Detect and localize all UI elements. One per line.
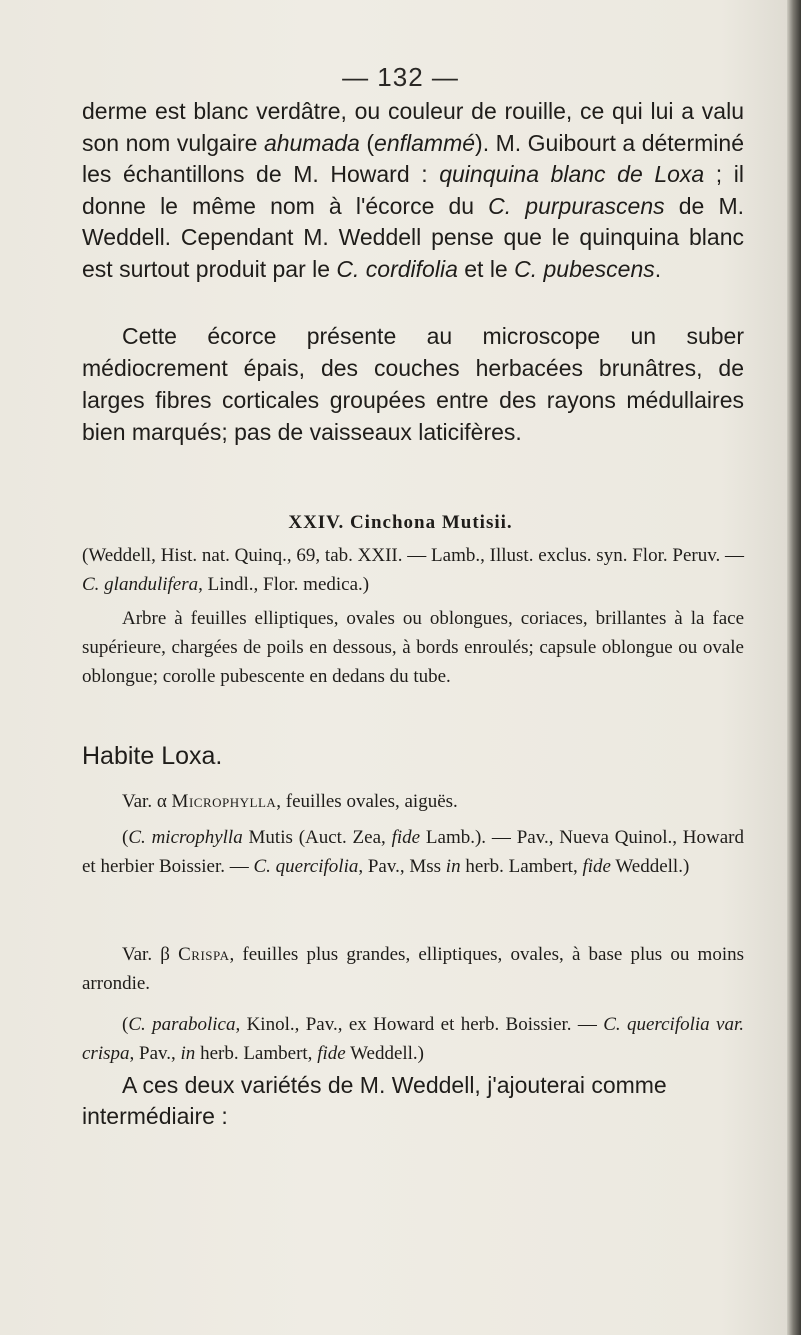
text-run: , Pav., — [129, 1043, 181, 1064]
text-run: derme est blanc verdâtre, ou couleur de rouille, ce qui lui a valu son nom vulgaire — [82, 98, 744, 156]
italic-run: in — [445, 856, 461, 877]
variety-alpha — [82, 787, 744, 816]
italic-run: C. purpurascens — [488, 192, 665, 219]
text-run: Mutis (Auct. Zea, — [242, 827, 392, 848]
italic-run: fide — [317, 1043, 346, 1064]
italic-run: C. quercifolia — [253, 856, 359, 877]
text-run: (Weddell, Hist. nat. Quinq., 69, tab. XXII. — Lamb., Illust. exclus. syn. Flor. Peruv. — — [82, 545, 744, 566]
variety-name: Microphylla — [171, 791, 277, 812]
text-run: ( — [122, 827, 129, 848]
paragraph-microscope: Cette écorce présente au microscope un suber médiocrement épais, des couches herbacées brunâtres, de larges fibres corticales groupées entre des rayons médullaires bien marqués; pas de vaisseaux laticifères. — [82, 323, 744, 445]
text-run: Weddell.) — [345, 1043, 425, 1064]
paragraph-bark-description — [82, 96, 744, 285]
variety-alpha-references — [82, 823, 744, 881]
italic-run: C. pubescens — [514, 255, 655, 282]
text-run: herb. Lambert, — [460, 856, 583, 877]
italic-run: enflammé — [374, 129, 476, 156]
section-heading: XXIV. Cinchona Mutisii. — [288, 512, 513, 533]
text-run: ; il donne le même nom à l'écorce du — [82, 161, 744, 219]
variety-name: Crispa — [178, 944, 230, 965]
text-run: ). M. Guibourt a déterminé les échantillons de M. Howard : — [82, 129, 744, 187]
text-run: , feuilles ovales, aiguës. — [276, 791, 458, 812]
italic-run: C. glandulifera — [82, 574, 199, 595]
text-run: , Lindl., Flor. medica.) — [198, 574, 370, 595]
text-run: de M. Weddell. Cependant M. Weddell pense que le quinquina blanc est surtout produit par le — [82, 192, 744, 282]
italic-run: fide — [582, 856, 611, 877]
text-run: . — [654, 255, 662, 282]
italic-run: C. cordifolia — [336, 255, 458, 282]
synonyms-paragraph — [82, 541, 744, 599]
closing-paragraph: A ces deux variétés de M. Weddell, j'ajouterai comme intermédiaire : — [82, 1072, 667, 1129]
italic-run: fide — [391, 827, 421, 848]
italic-run: in — [180, 1043, 196, 1064]
variety-beta-references — [82, 1010, 744, 1068]
italic-run: C. microphylla — [128, 827, 243, 848]
text-run: Weddell.) — [610, 856, 690, 877]
text-run: Var. β — [122, 944, 179, 965]
italic-run: ahumada — [263, 129, 360, 156]
text-run: , feuilles plus grandes, elliptiques, ovales, à base plus ou moins arrondie. — [82, 944, 744, 994]
text-run: , Kinol., Pav., ex Howard et herb. Boissier. — — [235, 1014, 604, 1035]
text-run: Lamb.). — Pav., Nueva Quinol., Howard et herbier Boissier. — — [82, 827, 745, 877]
italic-run: C. parabolica — [128, 1014, 236, 1035]
species-description: Arbre à feuilles elliptiques, ovales ou oblongues, coriaces, brillantes à la face supérieure, chargées de poils en dessous, à bords enroulés; capsule oblongue ou ovale oblongue; corolle pubescente en dedans du tube. — [82, 608, 744, 687]
text-run: ( — [359, 129, 375, 156]
page-number: — 132 — — [342, 62, 459, 92]
habitat-line: Habite Loxa. — [82, 742, 223, 770]
text-run: , Pav., Mss — [358, 856, 446, 877]
text-run: herb. Lambert, — [195, 1043, 318, 1064]
text-run: et le — [457, 255, 515, 282]
italic-run: quinquina blanc de Loxa — [439, 161, 705, 187]
page-edge-shadow — [787, 0, 801, 1335]
italic-run: C. quercifolia var. crispa — [82, 1014, 744, 1064]
variety-beta — [82, 940, 744, 998]
text-run: Var. α — [122, 791, 172, 812]
text-run: ( — [122, 1014, 129, 1035]
